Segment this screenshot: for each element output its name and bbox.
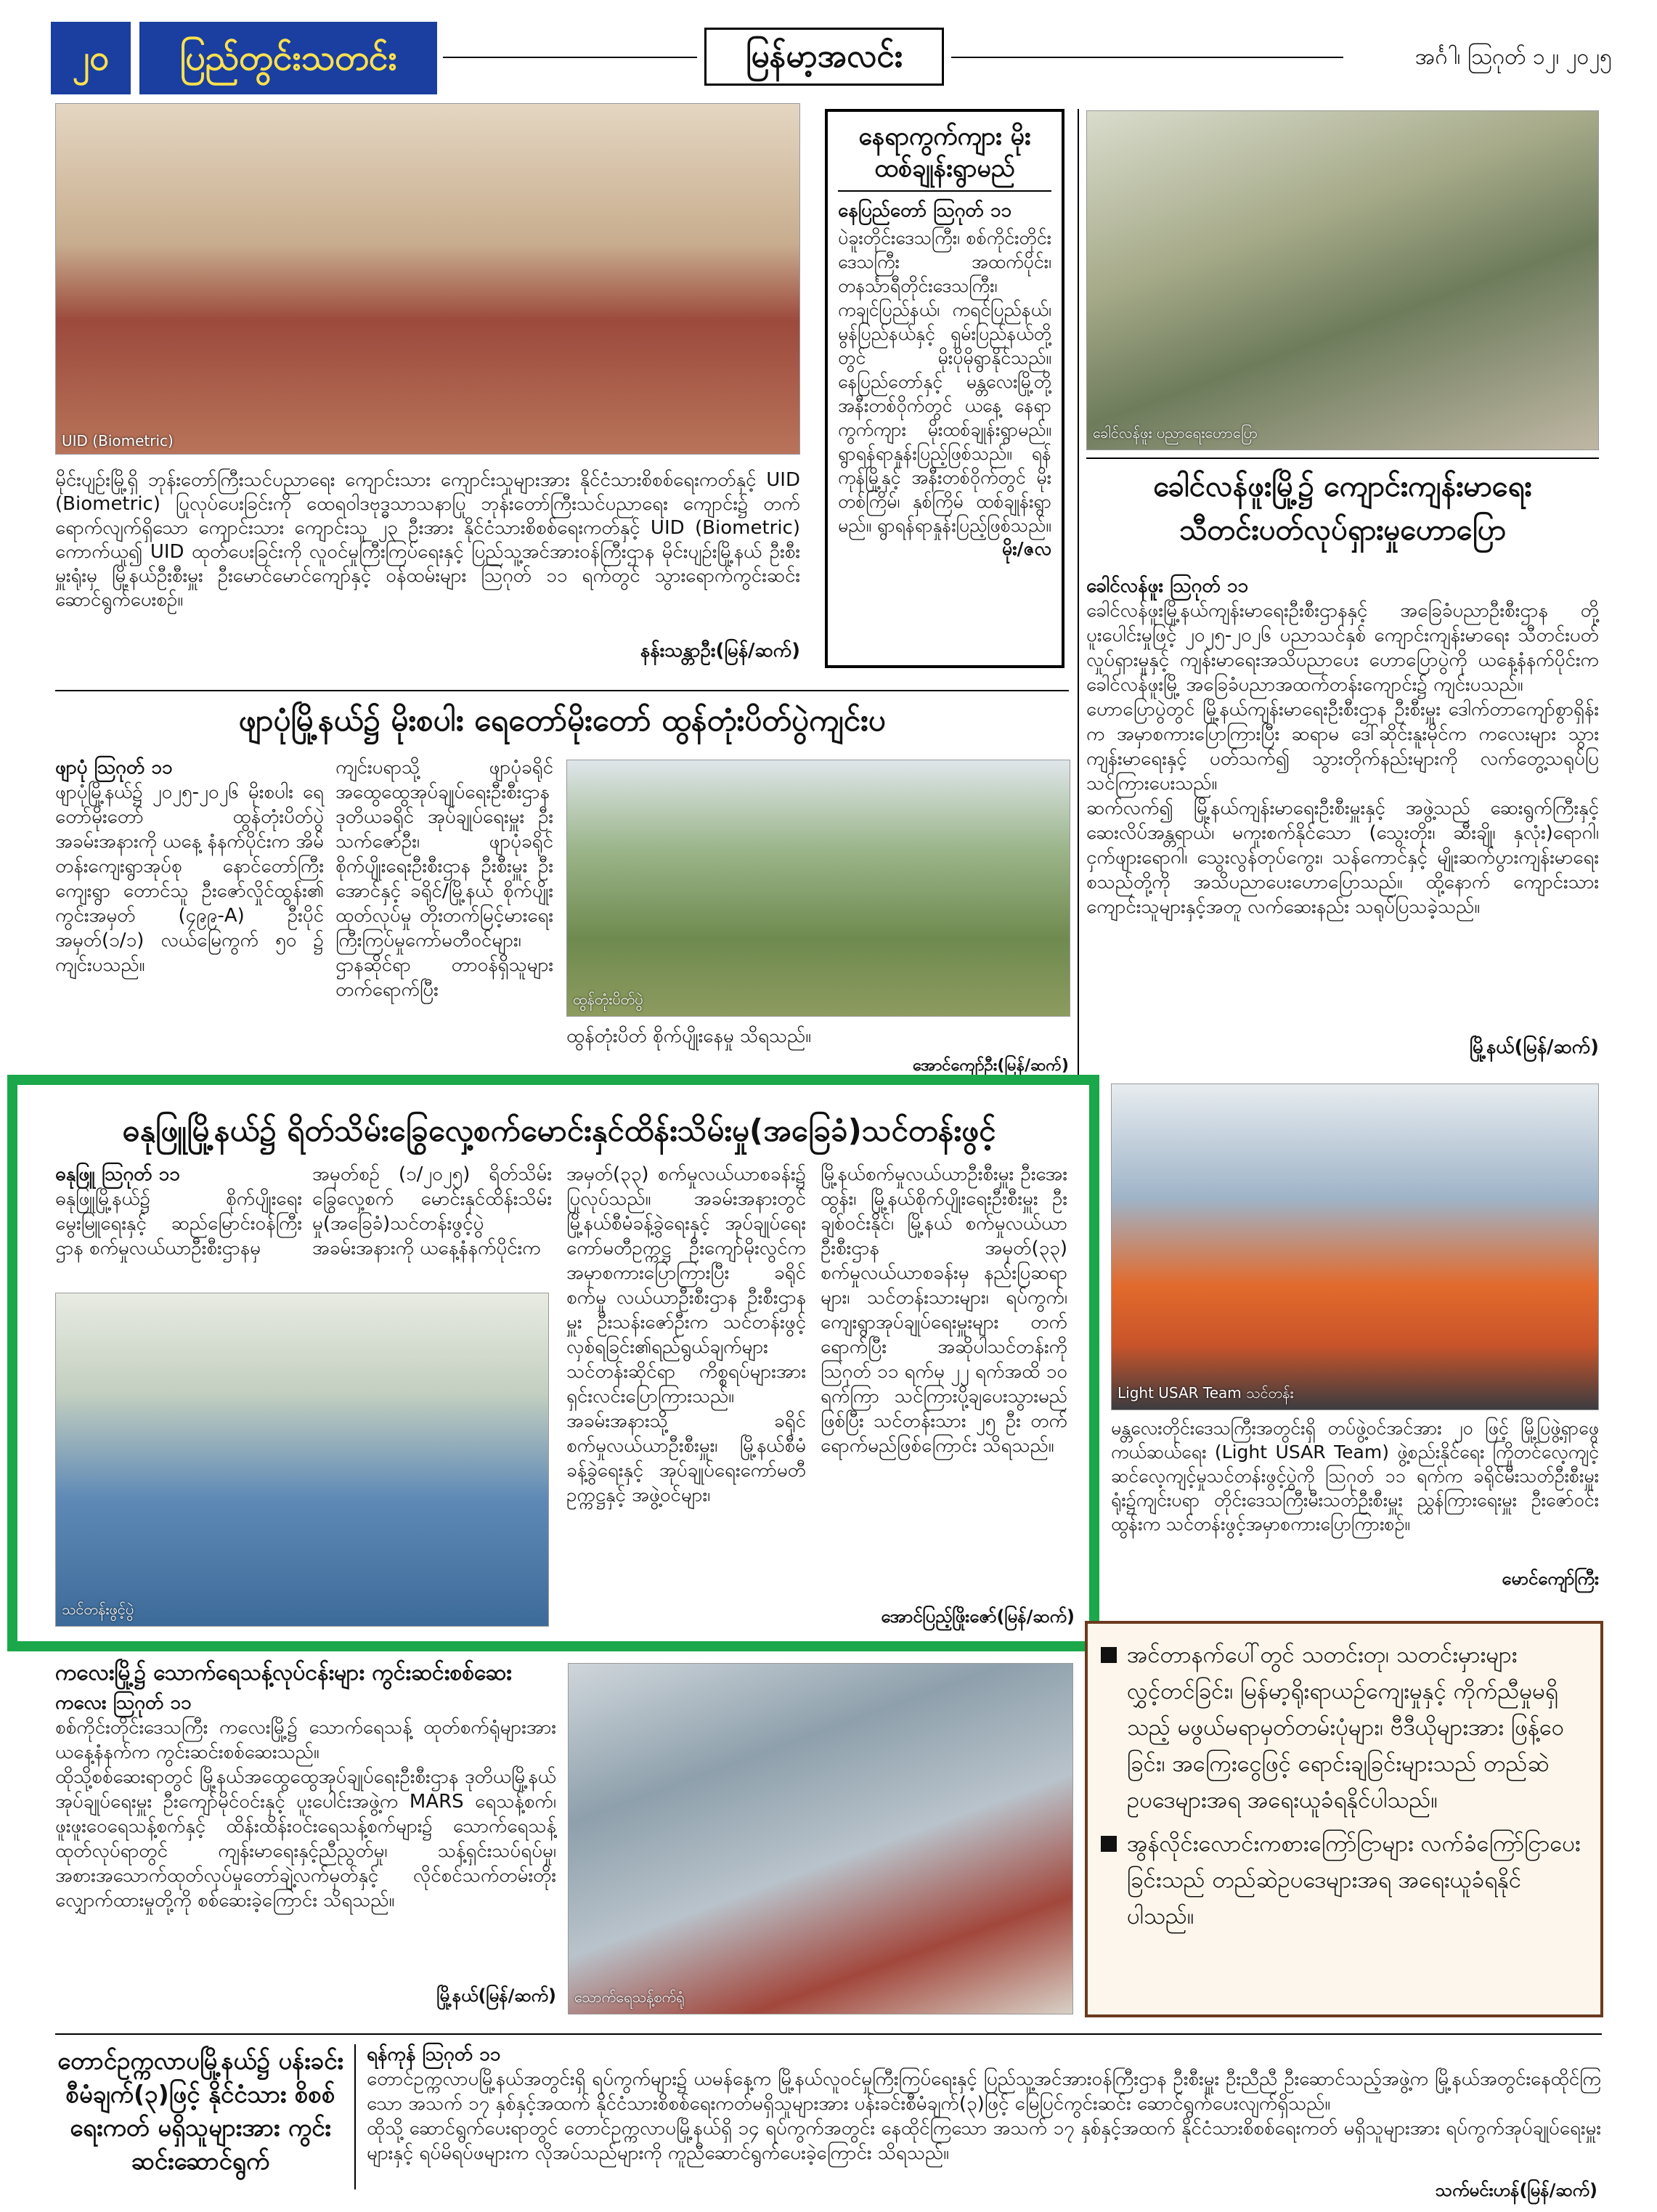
featured-col2: အမှတ်စဉ် (၁/၂၀၂၅) ရိတ်သိမ်း ခြွေလှေ့စက် မောင်းနှင်ထိန်းသိမ်းမှု(အခြေခံ)သင်တန်းဖွင့်ပွဲအခမ်းအနားကို ယနေ့နံနက်ပိုင်းက	[312, 1163, 552, 1259]
story1-photo: UID (Biometric)	[55, 103, 800, 455]
kalay-credit: မြို့နယ်(မြန်/ဆက်)	[436, 1985, 556, 2006]
usar-credit: မောင်ကျော်ကြီး	[1502, 1569, 1599, 1589]
tgoklp-body: ရန်ကုန် ဩဂုတ် ၁၁ တောင်ဥက္ကလာပမြို့နယ်အတွင်းရှိ ရပ်ကွက်များ၌ ယမန်နေ့က မြို့နယ်လူဝင်မှုကြီးကြပ်ရေးနှင့် ပြည်သူ့အင်အားဝန်ကြီးဌာန ဦးစီးမှူး ဦးညီညီ ဦးဆောင်သည့်အဖွဲ့က မြို့နယ်အတွင်းနေထိုင်ကြသော အသက် ၁၇ နှစ်နှင့်အထက် နိုင်ငံသားစိစစ်ရေးကတ်မရှိသူများအား ပန်းခင်းစီမံချက်(၃)ဖြင့် မြေပြင်ကွင်းဆင်း ဆောင်ရွက်ပေးလျက်ရှိသည်။ ထိုသို့ ဆောင်ရွက်ပေးရာတွင် တောင်ဥက္ကလာပမြို့နယ်ရှိ ၁၄ ရပ်ကွက်အတွင်း နေထိုင်ကြသော အသက် ၁၇ နှစ်နှင့်အထက် နိုင်ငံသားစိစစ်ရေးကတ် မရှိသူများအား ရပ်ကွက်အုပ်ချုပ်ရေးမှူးများနှင့် ရပ်မိရပ်ဖများက လိုအပ်သည်များကို ကူညီဆောင်ရွက်ပေးခဲ့ကြောင်း သိရသည်။	[367, 2044, 1601, 2164]
khaunglanhpu-body: ခေါင်လန်ဖူး ဩဂုတ် ၁၁ ခေါင်လန်ဖူးမြို့နယ်ကျန်းမာရေးဦးစီးဌာနနှင့် အခြေခံပညာဦးစီးဌာန တို့ပူးပေါင်းမှုဖြင့် ၂၀၂၅-၂၀၂၆ ပညာသင်နှစ် ကျောင်းကျန်းမာရေး သီတင်းပတ်လှုပ်ရှားမှုနှင့် ကျန်းမာရေးအသိပညာပေး ဟောပြောပွဲကို ယနေ့နံနက်ပိုင်းက ခေါင်လန်ဖူးမြို့ အခြေခံပညာအထက်တန်းကျောင်း၌ ကျင်းပသည်။ ဟောပြောပွဲတွင် မြို့နယ်ကျန်းမာရေးဦးစီးဌာန ဦးစီးမှူး ဒေါက်တာကျော်စွာရှိန်းက အမှာစကားပြောကြားပြီး ဆရာမ ဒေါ်ဆိုင်းနူးမိုင်က ကလေးများ သွားကျန်းမာရေးနှင့် ပတ်သက်၍ သွားတိုက်နည်းများကို လက်တွေ့သရုပ်ပြ သင်ကြားပေးသည်။ ဆက်လက်၍ မြို့နယ်ကျန်းမာရေးဦးစီးမှူးနှင့် အဖွဲ့သည် ဆေးရွက်ကြီးနှင့် ဆေးလိပ်အန္တရာယ်၊ မကူးစက်နိုင်သော (သွေးတိုး၊ ဆီးချို၊ နှလုံး)ရောဂါ၊ ငှက်ဖျားရောဂါ၊ သွေးလွန်တုပ်ကွေး၊ သန်ကောင်နှင့် မျိုးဆက်ပွားကျန်းမာရေး စသည်တို့ကို အသိပညာပေးဟောပြောသည်။ ထို့နောက် ကျောင်းသား ကျောင်းသူများနှင့်အတူ လက်ဆေးနည်း သရုပ်ပြသခဲ့သည်။	[1086, 575, 1599, 918]
kalay-photo: သောက်ရေသန့်စက်ရုံ	[568, 1663, 1073, 2014]
phyapon-headline: ဖျာပုံမြို့နယ်၌ မိုးစပါး ရေတော်မိုးတော် ထွန်တုံးပိတ်ပွဲကျင်းပ	[238, 702, 886, 738]
bottom-rule	[55, 2033, 1602, 2035]
story2-rule	[55, 690, 1069, 691]
khaunglanhpu-headline: ခေါင်လန်ဖူးမြို့၌ ကျောင်းကျန်းမာရေး သီတင်းပတ်လုပ်ရှားမှုဟောပြော	[1153, 470, 1532, 547]
weather-dateline: နေပြည်တော် ဩဂုတ် ၁၁	[838, 200, 1012, 221]
header-rule-right	[951, 57, 1343, 58]
notice-box	[1085, 1621, 1603, 2017]
masthead: မြန်မာ့အလင်း	[704, 28, 944, 86]
story1-caption: မိုင်းပျဉ်းမြို့ရှိ ဘုန်းတော်ကြီးသင်ပညာရေး ကျောင်းသား ကျောင်းသူများအား နိုင်ငံသားစိစစ်ရေးကတ်နှင့် UID (Biometric) ပြုလုပ်ပေးခြင်းကို ထေရဝါဒဗုဒ္ဓသာသနာပြု ဘုန်းတော်ကြီးသင်ပညာရေး ကျောင်း၌ တက်ရောက်လျက်ရှိသော ကျောင်းသား ကျောင်းသူ ၂၃ ဦးအား နိုင်ငံသားစိစစ်ရေးကတ်နှင့် UID (Biometric) ကောက်ယူ၍ UID ထုတ်ပေးခြင်းကို လူဝင်မှုကြီးကြပ်ရေးနှင့် ပြည်သူ့အင်အားဝန်ကြီးဌာန မိုင်းပျဉ်းမြို့နယ် ဦးစီးမှူးရုံးမှ မြို့နယ်ဦးစီးမှူး ဦးမောင်မောင်ကျော်နှင့် ဝန်ထမ်းများ ဩဂုတ် ၁၁ ရက်တွင် သွားရောက်ကွင်းဆင်း ဆောင်ရွက်ပေးစဉ်။	[55, 469, 800, 611]
page-number-box: ၂၀	[51, 22, 131, 94]
bottom-column-rule	[354, 2044, 356, 2189]
featured-col4: မြို့နယ်စက်မှုလယ်ယာဦးစီးမှူး ဦးအေးထွန်း၊ မြို့နယ်စိုက်ပျိုးရေးဦးစီးမှူး ဦးချစ်ဝင်းနိုင်၊ မြို့နယ် စက်မှုလယ်ယာဦးစီးဌာန အမှတ်(၃၃) စက်မှုလယ်ယာစခန်းမှ နည်းပြဆရာများ၊ သင်တန်းသားများ၊ ရပ်ကွက်၊ ကျေးရွာအုပ်ချုပ်ရေးမှူးများ တက်ရောက်ပြီး အဆိုပါသင်တန်းကို ဩဂုတ် ၁၁ ရက်မှ ၂၂ ရက်အထိ ၁၀ ရက်ကြာ သင်ကြားပို့ချပေးသွားမည်ဖြစ်ပြီး သင်တန်းသား ၂၅ ဦး တက်ရောက်မည်ဖြစ်ကြောင်း သိရသည်။	[821, 1163, 1067, 1457]
section-title: ပြည်တွင်းသတင်း	[139, 22, 437, 94]
phyapon-photo: ထွန်တုံးပိတ်ပွဲ	[566, 760, 1070, 1017]
tgoklp-headline: တောင်ဥက္ကလာပမြို့နယ်၌ ပန်းခင်းစီမံချက်(၃)ဖြင့် နိုင်ငံသား စိစစ်ရေးကတ် မရှိသူများအား ကွင်းဆင်းဆောင်ရွက်	[57, 2046, 343, 2175]
featured-photo: သင်တန်းဖွင့်ပွဲ	[55, 1293, 549, 1627]
weather-credit: မိုး/ဇလ	[1001, 538, 1051, 559]
kalay-headline: ကလေးမြို့၌ သောက်ရေသန့်လုပ်ငန်းများ ကွင်းဆင်းစစ်ဆေး	[55, 1660, 512, 1686]
phyapon-caption: ထွန်တုံးပိတ် စိုက်ပျိုးနေမှု သိရသည်။	[566, 1025, 812, 1047]
featured-credit: အောင်ပြည့်ဖြိုးဇော်(မြန်/ဆက်)	[881, 1606, 1075, 1627]
tgoklp-credit: သက်မင်းဟန်(မြန်/ဆက်)	[1435, 2180, 1597, 2200]
issue-date: အင်္ဂါ၊ ဩဂုတ် ၁၂၊ ၂၀၂၅	[1414, 44, 1612, 70]
phyapon-credit: အောင်ကျော်ဦး(မြန်/ဆက်)	[913, 1057, 1069, 1075]
right1-rule	[1086, 458, 1599, 459]
weather-title: နေရာကွက်ကျား မိုးထစ်ချုန်းရွာမည်	[838, 121, 1051, 192]
khaunglanhpu-credit: မြို့နယ်(မြန်/ဆက်)	[1469, 1036, 1599, 1058]
weather-box	[825, 109, 1064, 668]
khaunglanhpu-photo: ခေါင်လန်ဖူး ပညာရေးဟောပြော	[1086, 110, 1599, 450]
kalay-body: ကလေး ဩဂုတ် ၁၁ စစ်ကိုင်းတိုင်းဒေသကြီး ကလေးမြို့၌ သောက်ရေသန့် ထုတ်စက်ရုံများအား ယနေ့နံနက်က ကွင်းဆင်းစစ်ဆေးသည်။ ထိုသို့စစ်ဆေးရာတွင် မြို့နယ်အထွေထွေအုပ်ချုပ်ရေးဦးစီးဌာန ဒုတိယမြို့နယ်အုပ်ချုပ်ရေးမှူး ဦးကျော်မိုင်ဝင်းနှင့် ပူးပေါင်းအဖွဲ့က MARS ရေသန့်စက်၊ ဖူးဖူးဝေရေသန့်စက်နှင့် ထိန်းထိန်းဝင်းရေသန့်စက်များ၌ သောက်ရေသန့်ထုတ်လုပ်ရာတွင် ကျန်းမာရေးနှင့်ညီညွတ်မှု၊ သန့်ရှင်းသပ်ရပ်မှု၊ အစားအသောက်ထုတ်လုပ်မှုတော်ချဲ့လက်မှတ်နှင့် လိုင်စင်သက်တမ်းတိုးလျှောက်ထားမှုတို့ကို စစ်ဆေးခဲ့ကြောင်း သိရသည်။	[55, 1692, 556, 1911]
usar-photo: Light USAR Team သင်တန်း	[1111, 1083, 1599, 1410]
notice-item-1: အင်တာနက်ပေါ်တွင် သတင်းတု၊ သတင်းမှားများ လွှင့်တင်ခြင်း၊ မြန်မာ့ရိုးရာယဉ်ကျေးမှုနှင့် ကိုက်ညီမှုမရှိသည့် မဖွယ်မရာမှတ်တမ်းပုံများ၊ ဗီဒီယိုများအား ဖြန့်ဝေခြင်း၊ အကြေးငွေဖြင့် ရောင်းချခြင်းများသည် တည်ဆဲဥပဒေများအရ အရေးယူခံရနိုင်ပါသည်။	[1101, 1637, 1587, 1818]
featured-col3: အမှတ်(၃၃) စက်မှုလယ်ယာစခန်း၌ ပြုလုပ်သည်။ အခမ်းအနားတွင် မြို့နယ်စီမံခန့်ခွဲရေးနှင့် အုပ်ချုပ်ရေးကော်မတီဥက္ကဋ္ဌ ဦးကျော်မိုးလွင်က အမှာစကားပြောကြားပြီး ခရိုင်စက်မှု လယ်ယာဦးစီးဌာန ဦးစီးဌာနမှူး ဦးသန်းဇော်ဦးက သင်တန်းဖွင့်လှစ်ရခြင်း၏ရည်ရွယ်ချက်များ သင်တန်းဆိုင်ရာ ကိစ္စရပ်များအား ရှင်းလင်းပြောကြားသည်။ အခမ်းအနားသို့ ခရိုင်စက်မှုလယ်ယာဦးစီးမှူး၊ မြို့နယ်စီမံခန့်ခွဲရေးနှင့် အုပ်ချုပ်ရေးကော်မတီဥက္ကဋ္ဌနှင့် အဖွဲ့ဝင်များ၊	[566, 1163, 806, 1506]
featured-col1: ဓနုဖြူ ဩဂုတ် ၁၁ ဓနုဖြူမြို့နယ်၌ စိုက်ပျိုးရေး မွေးမြူရေးနှင့် ဆည်မြောင်းဝန်ကြီး ဌာန စက်မှုလယ်ယာဦးစီးဌာနမှ	[55, 1163, 302, 1259]
bullet-square-icon	[1101, 1647, 1117, 1663]
weather-body: ပဲခူးတိုင်းဒေသကြီး၊ စစ်ကိုင်းတိုင်းဒေသကြီး အထက်ပိုင်း၊ တနင်္သာရီတိုင်းဒေသကြီး၊ ကချင်ပြည်နယ်၊ ကရင်ပြည်နယ်၊ မွန်ပြည်နယ်နှင့် ရှမ်းပြည်နယ်တို့တွင် မိုးပိုမိုရွာနိုင်သည်။ နေပြည်တော်နှင့် မန္တလေးမြို့တို့ အနီးတစ်ဝိုက်တွင် ယနေ့ နေရာကွက်ကျား မိုးထစ်ချုန်းရွာမည်။ ရွာရန်ရာနှုန်းပြည့်ဖြစ်သည်။ ရန်ကုန်မြို့နှင့် အနီးတစ်ဝိုက်တွင် မိုးတစ်ကြိမ်၊ နှစ်ကြိမ် ထစ်ချုန်းရွာမည်။ ရွာရန်ရာနှုန်းပြည့်ဖြစ်သည်။	[838, 227, 1051, 536]
usar-caption: မန္တလေးတိုင်းဒေသကြီးအတွင်းရှိ တပ်ဖွဲ့ဝင်အင်အား ၂၀ ဖြင့် မြို့ပြဖွဲ့ရှာဖွေကယ်ဆယ်ရေး (Light USAR Team) ဖွဲ့စည်းနိုင်ရေး ကြိုတင်လေ့ကျင့်ဆင်လေ့ကျင့်မှုသင်တန်းဖွင့်ပွဲကို ဩဂုတ် ၁၁ ရက်က ခရိုင်မီးသတ်ဦးစီးမှူးရုံး၌ကျင်းပရာ တိုင်းဒေသကြီးမီးသတ်ဦးစီးမှူး ညွှန်ကြားရေးမှူး ဦးဇော်ဝင်းထွန်းက သင်တန်းဖွင့်အမှာစကားပြောကြားစဉ်။	[1111, 1418, 1599, 1534]
notice-item-2: အွန်လိုင်းလောင်းကစားကြော်ငြာများ လက်ခံကြော်ငြာပေးခြင်းသည် တည်ဆဲဥပဒေများအရ အရေးယူခံရနိုင်ပါသည်။	[1101, 1826, 1587, 1935]
bullet-square-icon	[1101, 1836, 1117, 1852]
phyapon-col1: ဖျာပုံ ဩဂုတ် ၁၁ ဖျာပုံမြို့နယ်၌ ၂၀၂၅-၂၀၂၆ မိုးစပါး ရေတော်မိုးတော် ထွန်တုံးပိတ်ပွဲ အခမ်းအနားကို ယနေ့ နံနက်ပိုင်းက အိမ်တန်းကျေးရွာအုပ်စု နောင်တော်ကြီးကျေးရွာ တောင်သူ ဦးဇော်လှိုင်ထွန်း၏ ကွင်းအမှတ် (၄၉၉-A) ဦးပိုင်အမှတ်(၁/၁) လယ်မြေကွက် ၅၀ ၌ ကျင်းပသည်။	[55, 757, 324, 976]
featured-headline: ဓနုဖြူမြို့နယ်၌ ရိတ်သိမ်းခြွေလှေ့စက်မောင်းနှင်ထိန်းသိမ်းမှု(အခြေခံ)သင်တန်းဖွင့်	[122, 1113, 996, 1148]
phyapon-col2: ကျင်းပရာသို့ ဖျာပုံခရိုင် အထွေထွေအုပ်ချုပ်ရေးဦးစီးဌာန ဒုတိယခရိုင် အုပ်ချုပ်ရေးမှူး ဦးသက်ဇော်ဦး၊ ဖျာပုံခရိုင် စိုက်ပျိုးရေးဦးစီးဌာန ဦးစီးမှူး ဦးအောင်နှင့် ခရိုင်/မြို့နယ် စိုက်ပျိုးထုတ်လုပ်မှု တိုးတက်မြင့်မားရေး ကြီးကြပ်မှုကော်မတီဝင်များ၊ ဌာနဆိုင်ရာ တာဝန်ရှိသူများ တက်ရောက်ပြီး	[335, 757, 553, 1001]
header-rule-left	[443, 57, 697, 58]
column-rule-right	[1078, 109, 1079, 1075]
story1-credit: နန်းသန္တာဦး(မြန်/ဆက်)	[640, 640, 800, 662]
